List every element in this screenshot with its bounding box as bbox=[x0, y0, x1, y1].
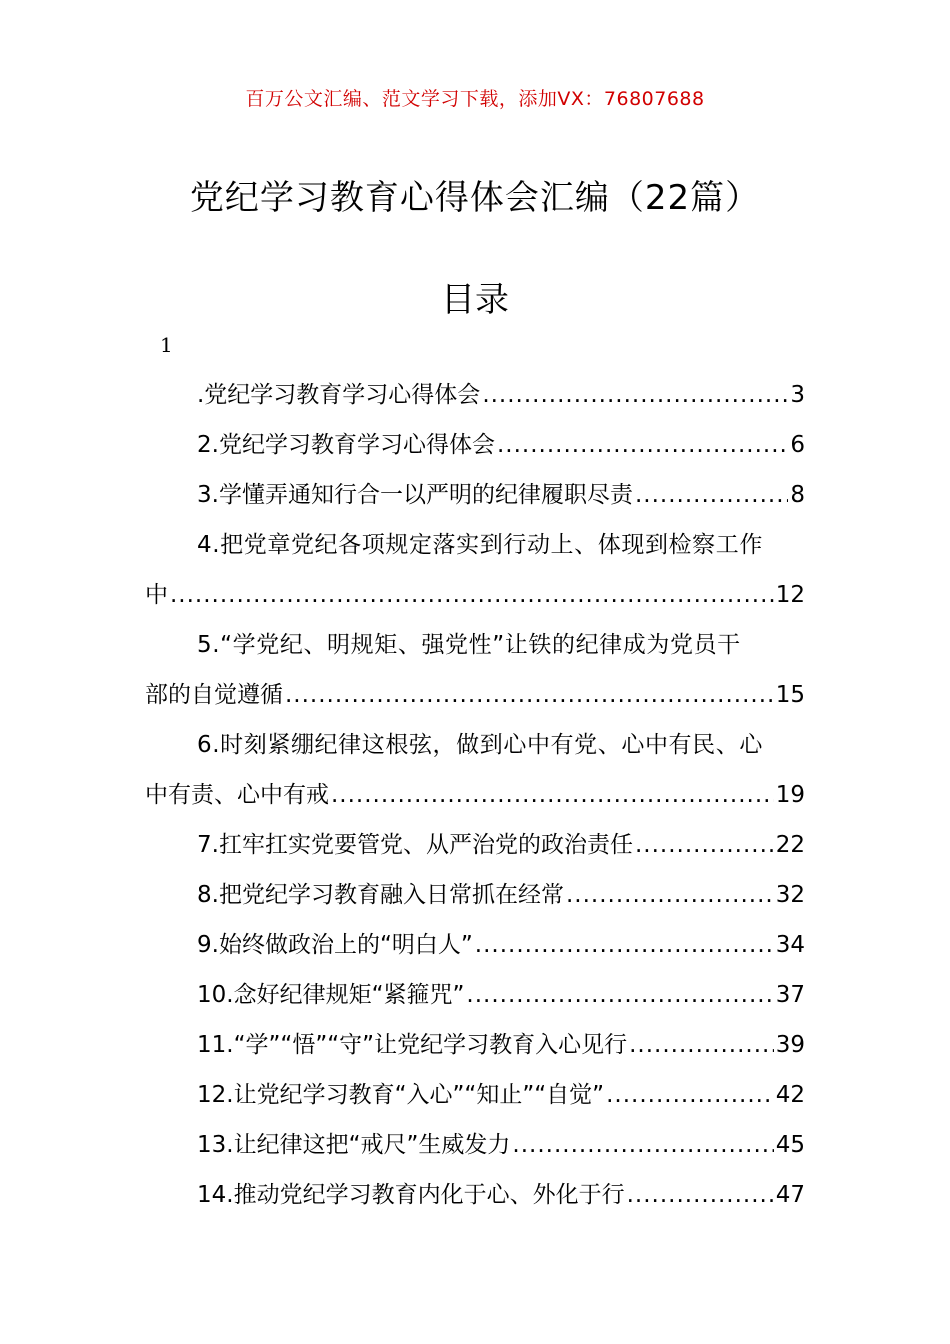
toc-entry-page: 15 bbox=[775, 682, 805, 708]
toc-entry-title: 9.始终做政治上的“明白人” bbox=[197, 932, 473, 958]
toc-entry-title: 7.扛牢扛实党要管党、从严治党的政治责任 bbox=[197, 832, 633, 858]
toc-entry-12[interactable] bbox=[145, 1070, 805, 1120]
toc-entry-6-continued[interactable] bbox=[145, 770, 805, 820]
toc-entry-2[interactable] bbox=[145, 420, 805, 470]
toc-entry-title-line2: 中 bbox=[145, 582, 168, 608]
toc-leader-dots bbox=[466, 970, 773, 1020]
toc-entry-title: 3.学懂弄通知行合一以严明的纪律履职尽责 bbox=[197, 482, 633, 508]
toc-entry-11[interactable] bbox=[145, 1020, 805, 1070]
toc-entry-title: 14.推动党纪学习教育内化于心、外化于行 bbox=[197, 1182, 625, 1208]
toc-leader-dots bbox=[635, 820, 774, 870]
toc-entry-page: 12 bbox=[775, 582, 805, 608]
toc-heading: 目录 bbox=[441, 280, 509, 320]
toc-entry-title-line1: 4.把党章党纪各项规定落实到行动上、体现到检察工作 bbox=[197, 532, 763, 558]
toc-entry-6[interactable] bbox=[145, 720, 805, 770]
toc-entry-7[interactable] bbox=[145, 820, 805, 870]
toc-entry-title-line1: 5.“学党纪、明规矩、强党性”让铁的纪律成为党员干 bbox=[197, 632, 741, 658]
toc-entry-title: 13.让纪律这把“戒尺”生威发力 bbox=[197, 1132, 511, 1158]
toc-leader-dots bbox=[566, 870, 774, 920]
toc-leader-dots bbox=[629, 1020, 774, 1070]
toc-leader-dots bbox=[512, 1120, 773, 1170]
toc-entry-1[interactable] bbox=[145, 370, 805, 420]
toc-entry-title: .党纪学习教育学习心得体会 bbox=[197, 382, 481, 408]
toc-entry-title-line2: 部的自觉遵循 bbox=[145, 682, 283, 708]
toc-entry-4[interactable] bbox=[145, 520, 805, 570]
header-note: 百万公文汇编、范文学习下载，添加VX：76807688 bbox=[245, 88, 705, 110]
toc-entry-title-line2: 中有责、心中有戒 bbox=[145, 782, 329, 808]
toc-entry-5-continued[interactable] bbox=[145, 670, 805, 720]
toc-entry-page: 42 bbox=[775, 1082, 805, 1108]
toc-entry-page: 22 bbox=[775, 832, 805, 858]
toc-entry-8[interactable] bbox=[145, 870, 805, 920]
toc-leader-dots bbox=[475, 920, 774, 970]
toc-leader-dots bbox=[606, 1070, 774, 1120]
toc-entry-title: 8.把党纪学习教育融入日常抓在经常 bbox=[197, 882, 564, 908]
toc-entry-page: 37 bbox=[775, 982, 805, 1008]
toc-entry-10[interactable] bbox=[145, 970, 805, 1020]
toc-entry-title: 12.让党纪学习教育“入心”“知止”“自觉” bbox=[197, 1082, 605, 1108]
toc-entry-title: 11.“学”“悟”“守”让党纪学习教育入心见行 bbox=[197, 1032, 628, 1058]
toc-leader-dots bbox=[285, 670, 774, 720]
stray-number: 1 bbox=[160, 333, 173, 357]
toc-leader-dots bbox=[331, 770, 774, 820]
toc-entry-page: 19 bbox=[775, 782, 805, 808]
toc-entry-14[interactable] bbox=[145, 1170, 805, 1220]
toc-leader-dots bbox=[170, 570, 774, 620]
toc-entry-page: 8 bbox=[790, 482, 805, 508]
toc-entry-page: 39 bbox=[775, 1032, 805, 1058]
toc-entry-title: 2.党纪学习教育学习心得体会 bbox=[197, 432, 495, 458]
toc-entry-page: 3 bbox=[790, 382, 805, 408]
toc-entry-page: 47 bbox=[775, 1182, 805, 1208]
toc-entry-4-continued[interactable] bbox=[145, 570, 805, 620]
toc-leader-dots bbox=[635, 470, 788, 520]
toc-entry-page: 32 bbox=[775, 882, 805, 908]
toc-entry-title-line1: 6.时刻紧绷纪律这根弦，做到心中有党、心中有民、心 bbox=[197, 732, 763, 758]
toc-entry-page: 34 bbox=[775, 932, 805, 958]
toc-leader-dots bbox=[627, 1170, 774, 1220]
toc-entry-13[interactable] bbox=[145, 1120, 805, 1170]
toc-leader-dots bbox=[482, 370, 788, 420]
toc-entry-page: 45 bbox=[775, 1132, 805, 1158]
table-of-contents bbox=[145, 370, 805, 1220]
toc-leader-dots bbox=[497, 420, 788, 470]
toc-entry-9[interactable] bbox=[145, 920, 805, 970]
toc-entry-page: 6 bbox=[790, 432, 805, 458]
toc-entry-3[interactable] bbox=[145, 470, 805, 520]
document-title: 党纪学习教育心得体会汇编（22篇） bbox=[189, 178, 761, 218]
toc-entry-5[interactable] bbox=[145, 620, 805, 670]
toc-entry-title: 10.念好纪律规矩“紧箍咒” bbox=[197, 982, 465, 1008]
